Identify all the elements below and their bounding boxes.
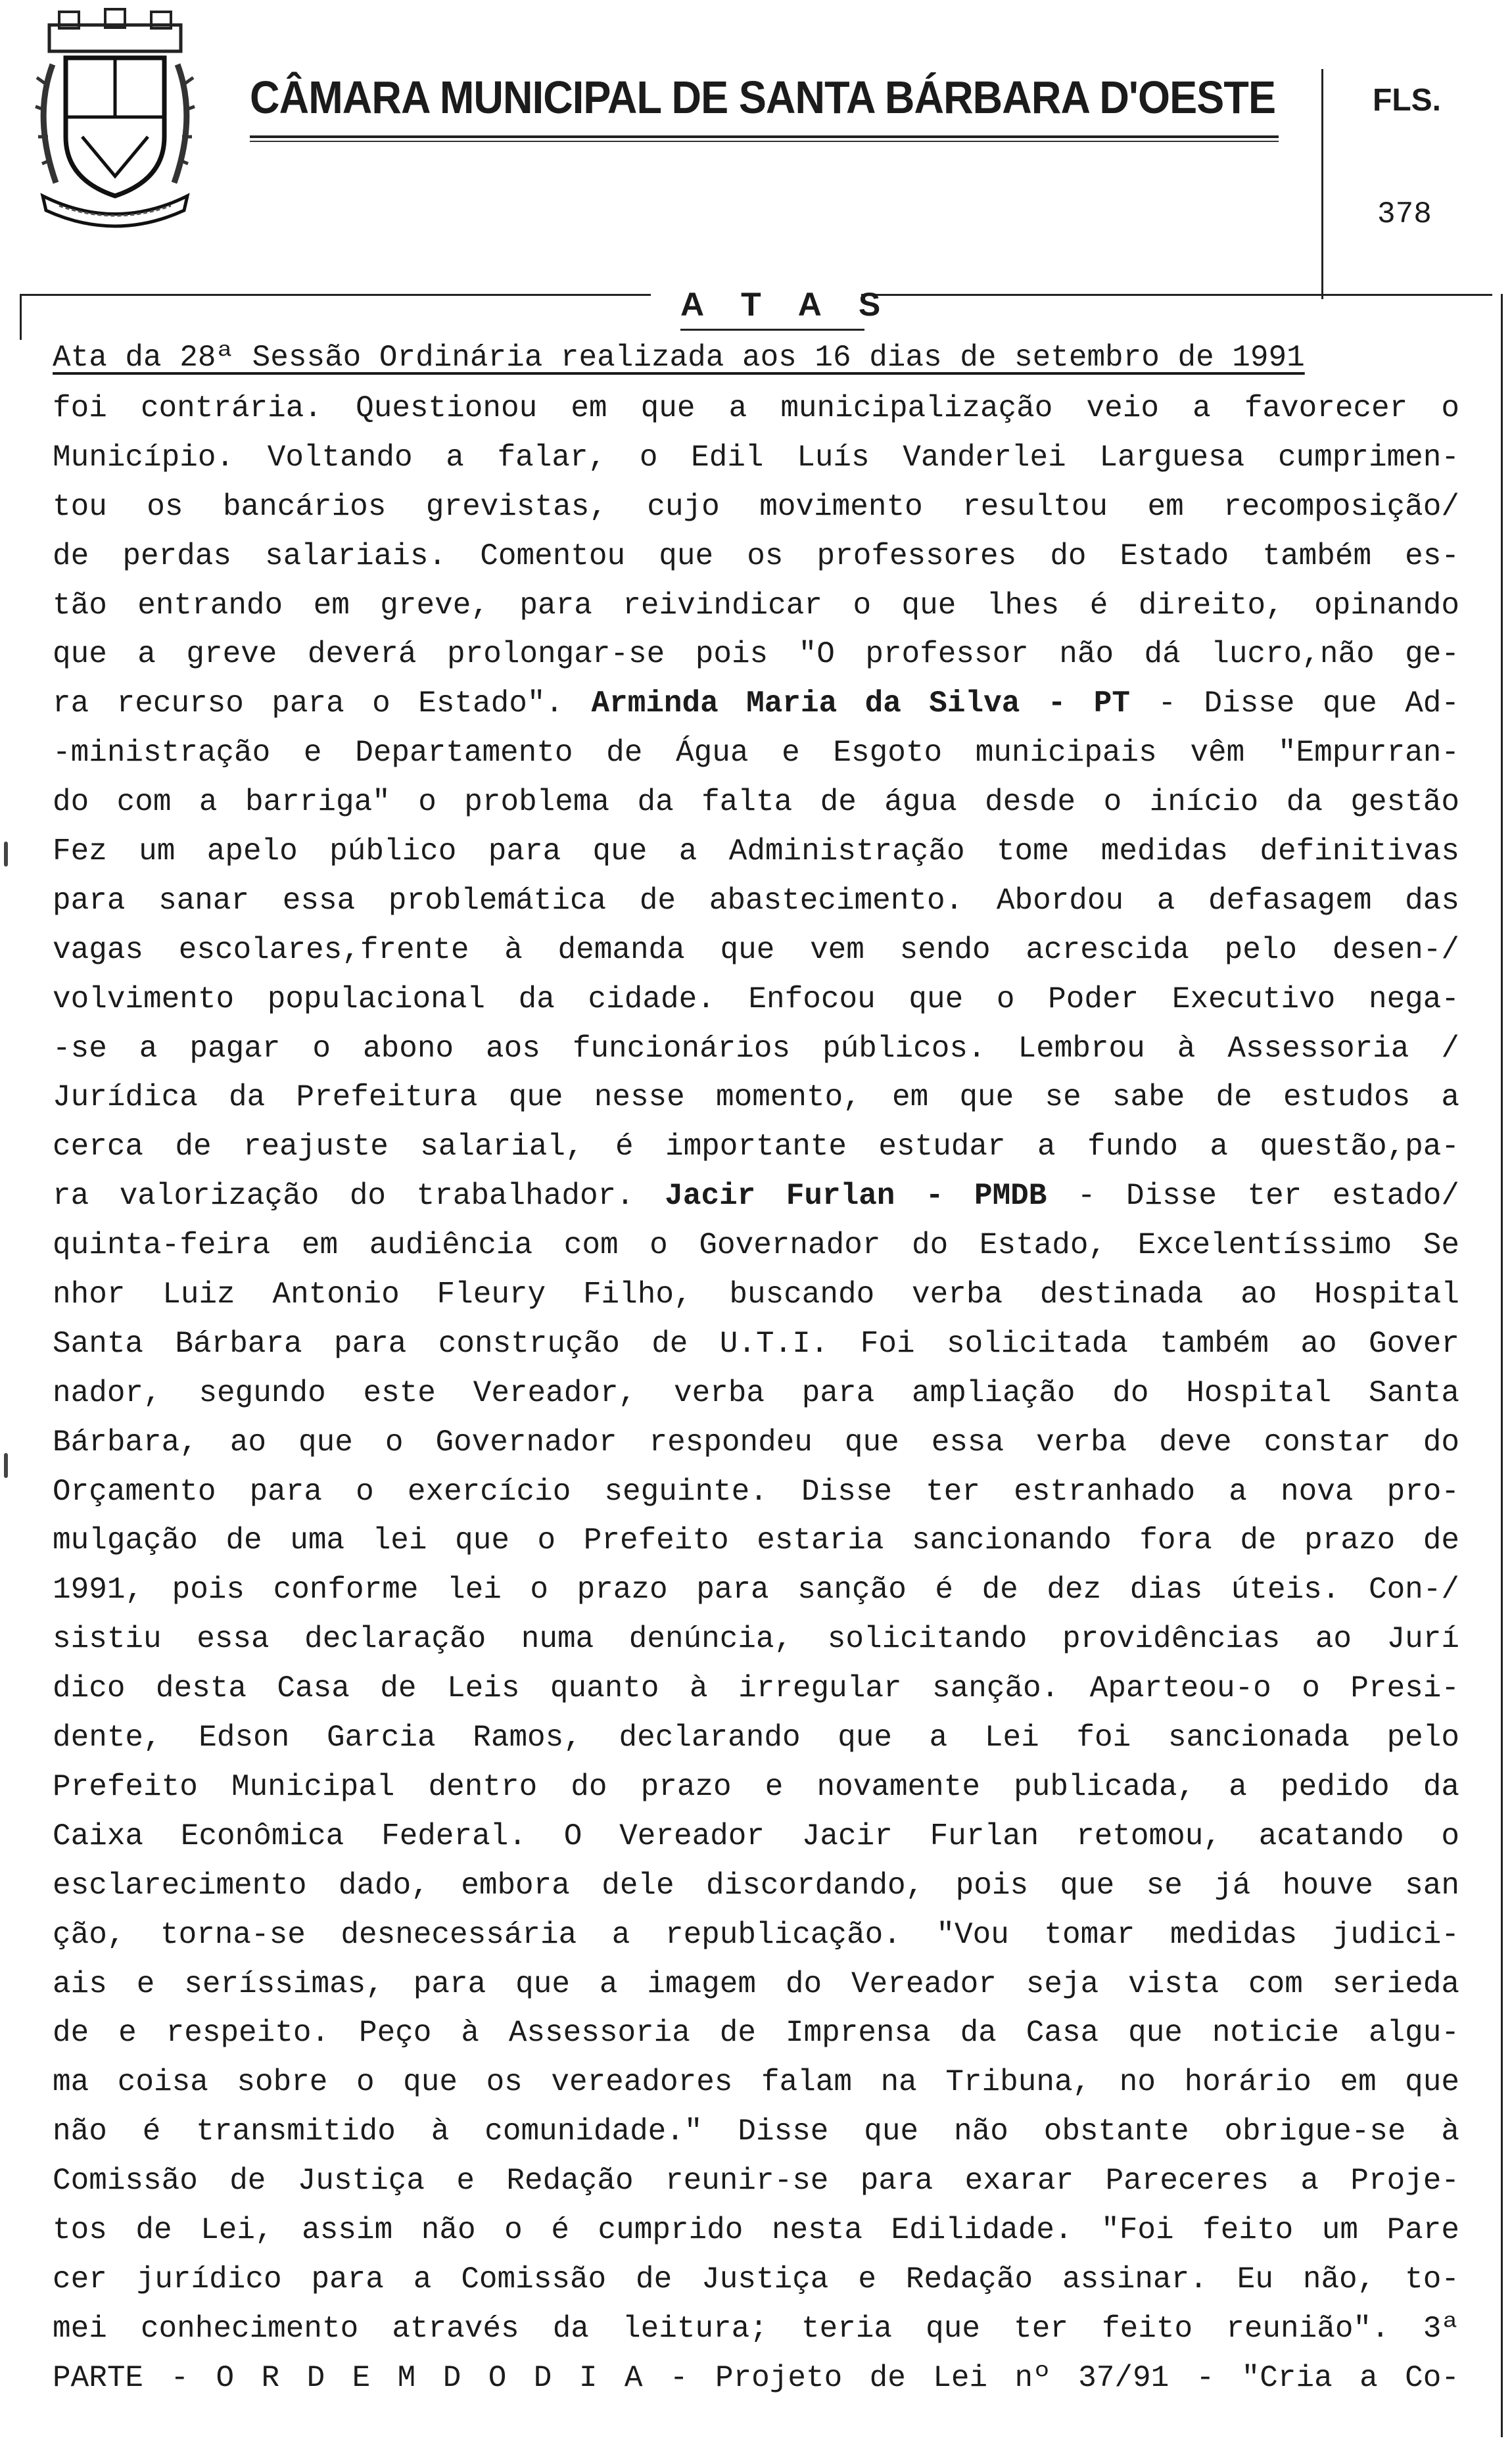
session-header-line: Ata da 28ª Sessão Ordinária realizada aos 16 dias de setembro de 1991 bbox=[53, 341, 1305, 375]
text-line: cer jurídico para a Comissão de Justiça e Redação assinar. Eu não, to- bbox=[53, 2262, 1459, 2297]
text-line: -se a pagar o abono aos funcionários públicos. Lembrou à Assessoria / bbox=[53, 1031, 1459, 1066]
speaker-name: Jacir Furlan - PMDB bbox=[665, 1179, 1047, 1214]
text-line: PARTE - O R D E M D O D I A - Projeto de Lei nº 37/91 - "Cria a Co- bbox=[53, 2360, 1459, 2395]
text-line: 1991, pois conforme lei o prazo para sanção é de dez dias úteis. Con-/ bbox=[53, 1573, 1459, 1608]
frame-right-border bbox=[1501, 294, 1503, 2437]
text-line: ma coisa sobre o que os vereadores falam na Tribuna, no horário em que bbox=[53, 2065, 1459, 2100]
frame-left-border bbox=[20, 294, 22, 340]
text-line: volvimento populacional da cidade. Enfocou que o Poder Executivo nega- bbox=[53, 982, 1459, 1016]
text-segment: - Disse que Ad- bbox=[1130, 686, 1460, 721]
coat-of-arms-icon bbox=[26, 5, 204, 232]
text-line: sistiu essa declaração numa denúncia, solicitando providências ao Jurí bbox=[53, 1622, 1459, 1657]
frame-top-left bbox=[20, 294, 651, 296]
section-heading: A T A S bbox=[680, 286, 895, 323]
text-line: Santa Bárbara para construção de U.T.I. Foi solicitada também ao Gover bbox=[53, 1326, 1459, 1361]
text-line: não é transmitido à comunidade." Disse que não obstante obrigue-se à bbox=[53, 2114, 1459, 2149]
margin-hole-mark bbox=[4, 1453, 8, 1478]
text-line: nhor Luiz Antonio Fleury Filho, buscando verba destinada ao Hospital bbox=[53, 1277, 1459, 1312]
text-line: Município. Voltando a falar, o Edil Luís Vanderlei Larguesa cumprimen- bbox=[53, 440, 1459, 475]
text-line: foi contrária. Questionou em que a municipalização veio a favorecer o bbox=[53, 391, 1459, 425]
chamber-title: CÂMARA MUNICIPAL DE SANTA BÁRBARA D'OESTE bbox=[250, 72, 1276, 123]
text-line: tos de Lei, assim não o é cumprido nesta Edilidade. "Foi feito um Pare bbox=[53, 2212, 1459, 2247]
text-line: dente, Edson Garcia Ramos, declarando que a Lei foi sancionada pelo bbox=[53, 1721, 1459, 1755]
text-line: Bárbara, ao que o Governador respondeu que essa verba deve constar do bbox=[53, 1425, 1459, 1460]
text-line: tão entrando em greve, para reivindicar o que lhes é direito, opinando bbox=[53, 588, 1459, 623]
text-line: esclarecimento dado, embora dele discordando, pois que se já houve san bbox=[53, 1868, 1459, 1903]
text-line: quinta-feira em audiência com o Governador do Estado, Excelentíssimo Se bbox=[53, 1228, 1459, 1263]
text-line: de e respeito. Peço à Assessoria de Imprensa da Casa que noticie algu- bbox=[53, 2016, 1459, 2051]
text-line: Caixa Econômica Federal. O Vereador Jacir Furlan retomou, acatando o bbox=[53, 1819, 1459, 1853]
text-line bbox=[53, 679, 1459, 728]
text-line: ção, torna-se desnecessária a republicação. "Vou tomar medidas judici- bbox=[53, 1917, 1459, 1952]
title-rule-thin bbox=[250, 141, 1279, 142]
folio-label: FLS. bbox=[1373, 83, 1441, 118]
section-heading-underline bbox=[680, 329, 864, 331]
text-line: de perdas salariais. Comentou que os professores do Estado também es- bbox=[53, 538, 1459, 573]
minutes-body bbox=[53, 384, 1459, 2403]
text-segment: - Disse ter estado/ bbox=[1047, 1179, 1459, 1214]
text-line: Prefeito Municipal dentro do prazo e novamente publicada, a pedido da bbox=[53, 1769, 1459, 1804]
text-line: vagas escolares,frente à demanda que vem sendo acrescida pelo desen-/ bbox=[53, 932, 1459, 967]
text-line: que a greve deverá prolongar-se pois "O professor não dá lucro,não ge- bbox=[53, 637, 1459, 672]
text-line: dico desta Casa de Leis quanto à irregular sanção. Aparteou-o o Presi- bbox=[53, 1671, 1459, 1706]
folio-number: 378 bbox=[1377, 197, 1432, 231]
text-line: ais e seríssimas, para que a imagem do Vereador seja vista com serieda bbox=[53, 1966, 1459, 2001]
text-line: para sanar essa problemática de abastecimento. Abordou a defasagem das bbox=[53, 883, 1459, 918]
text-line: mulgação de uma lei que o Prefeito estaria sancionando fora de prazo de bbox=[53, 1523, 1459, 1558]
text-segment: ra recurso para o Estado". bbox=[53, 686, 592, 721]
frame-top-right bbox=[861, 294, 1492, 296]
text-line: do com a barriga" o problema da falta de água desde o início da gestão bbox=[53, 785, 1459, 820]
text-line: mei conhecimento através da leitura; teria que ter feito reunião". 3ª bbox=[53, 2311, 1459, 2346]
text-line bbox=[53, 1172, 1459, 1221]
text-line: nador, segundo este Vereador, verba para ampliação do Hospital Santa bbox=[53, 1375, 1459, 1410]
margin-hole-mark bbox=[4, 842, 8, 867]
text-segment: ra valorização do trabalhador. bbox=[53, 1179, 665, 1214]
speaker-name: Arminda Maria da Silva - PT bbox=[591, 686, 1130, 721]
title-rule bbox=[250, 135, 1279, 138]
text-line: Orçamento para o exercício seguinte. Disse ter estranhado a nova pro- bbox=[53, 1474, 1459, 1509]
folio-divider bbox=[1321, 69, 1323, 299]
text-line: tou os bancários grevistas, cujo movimento resultou em recomposição/ bbox=[53, 489, 1459, 524]
text-line: -ministração e Departamento de Água e Esgoto municipais vêm "Empurran- bbox=[53, 736, 1459, 771]
text-line: Jurídica da Prefeitura que nesse momento, em que se sabe de estudos a bbox=[53, 1080, 1459, 1115]
text-line: Fez um apelo público para que a Administração tome medidas definitivas bbox=[53, 834, 1459, 869]
text-line: cerca de reajuste salarial, é importante estudar a fundo a questão,pa- bbox=[53, 1130, 1459, 1164]
text-line: Comissão de Justiça e Redação reunir-se para exarar Pareceres a Proje- bbox=[53, 2164, 1459, 2199]
